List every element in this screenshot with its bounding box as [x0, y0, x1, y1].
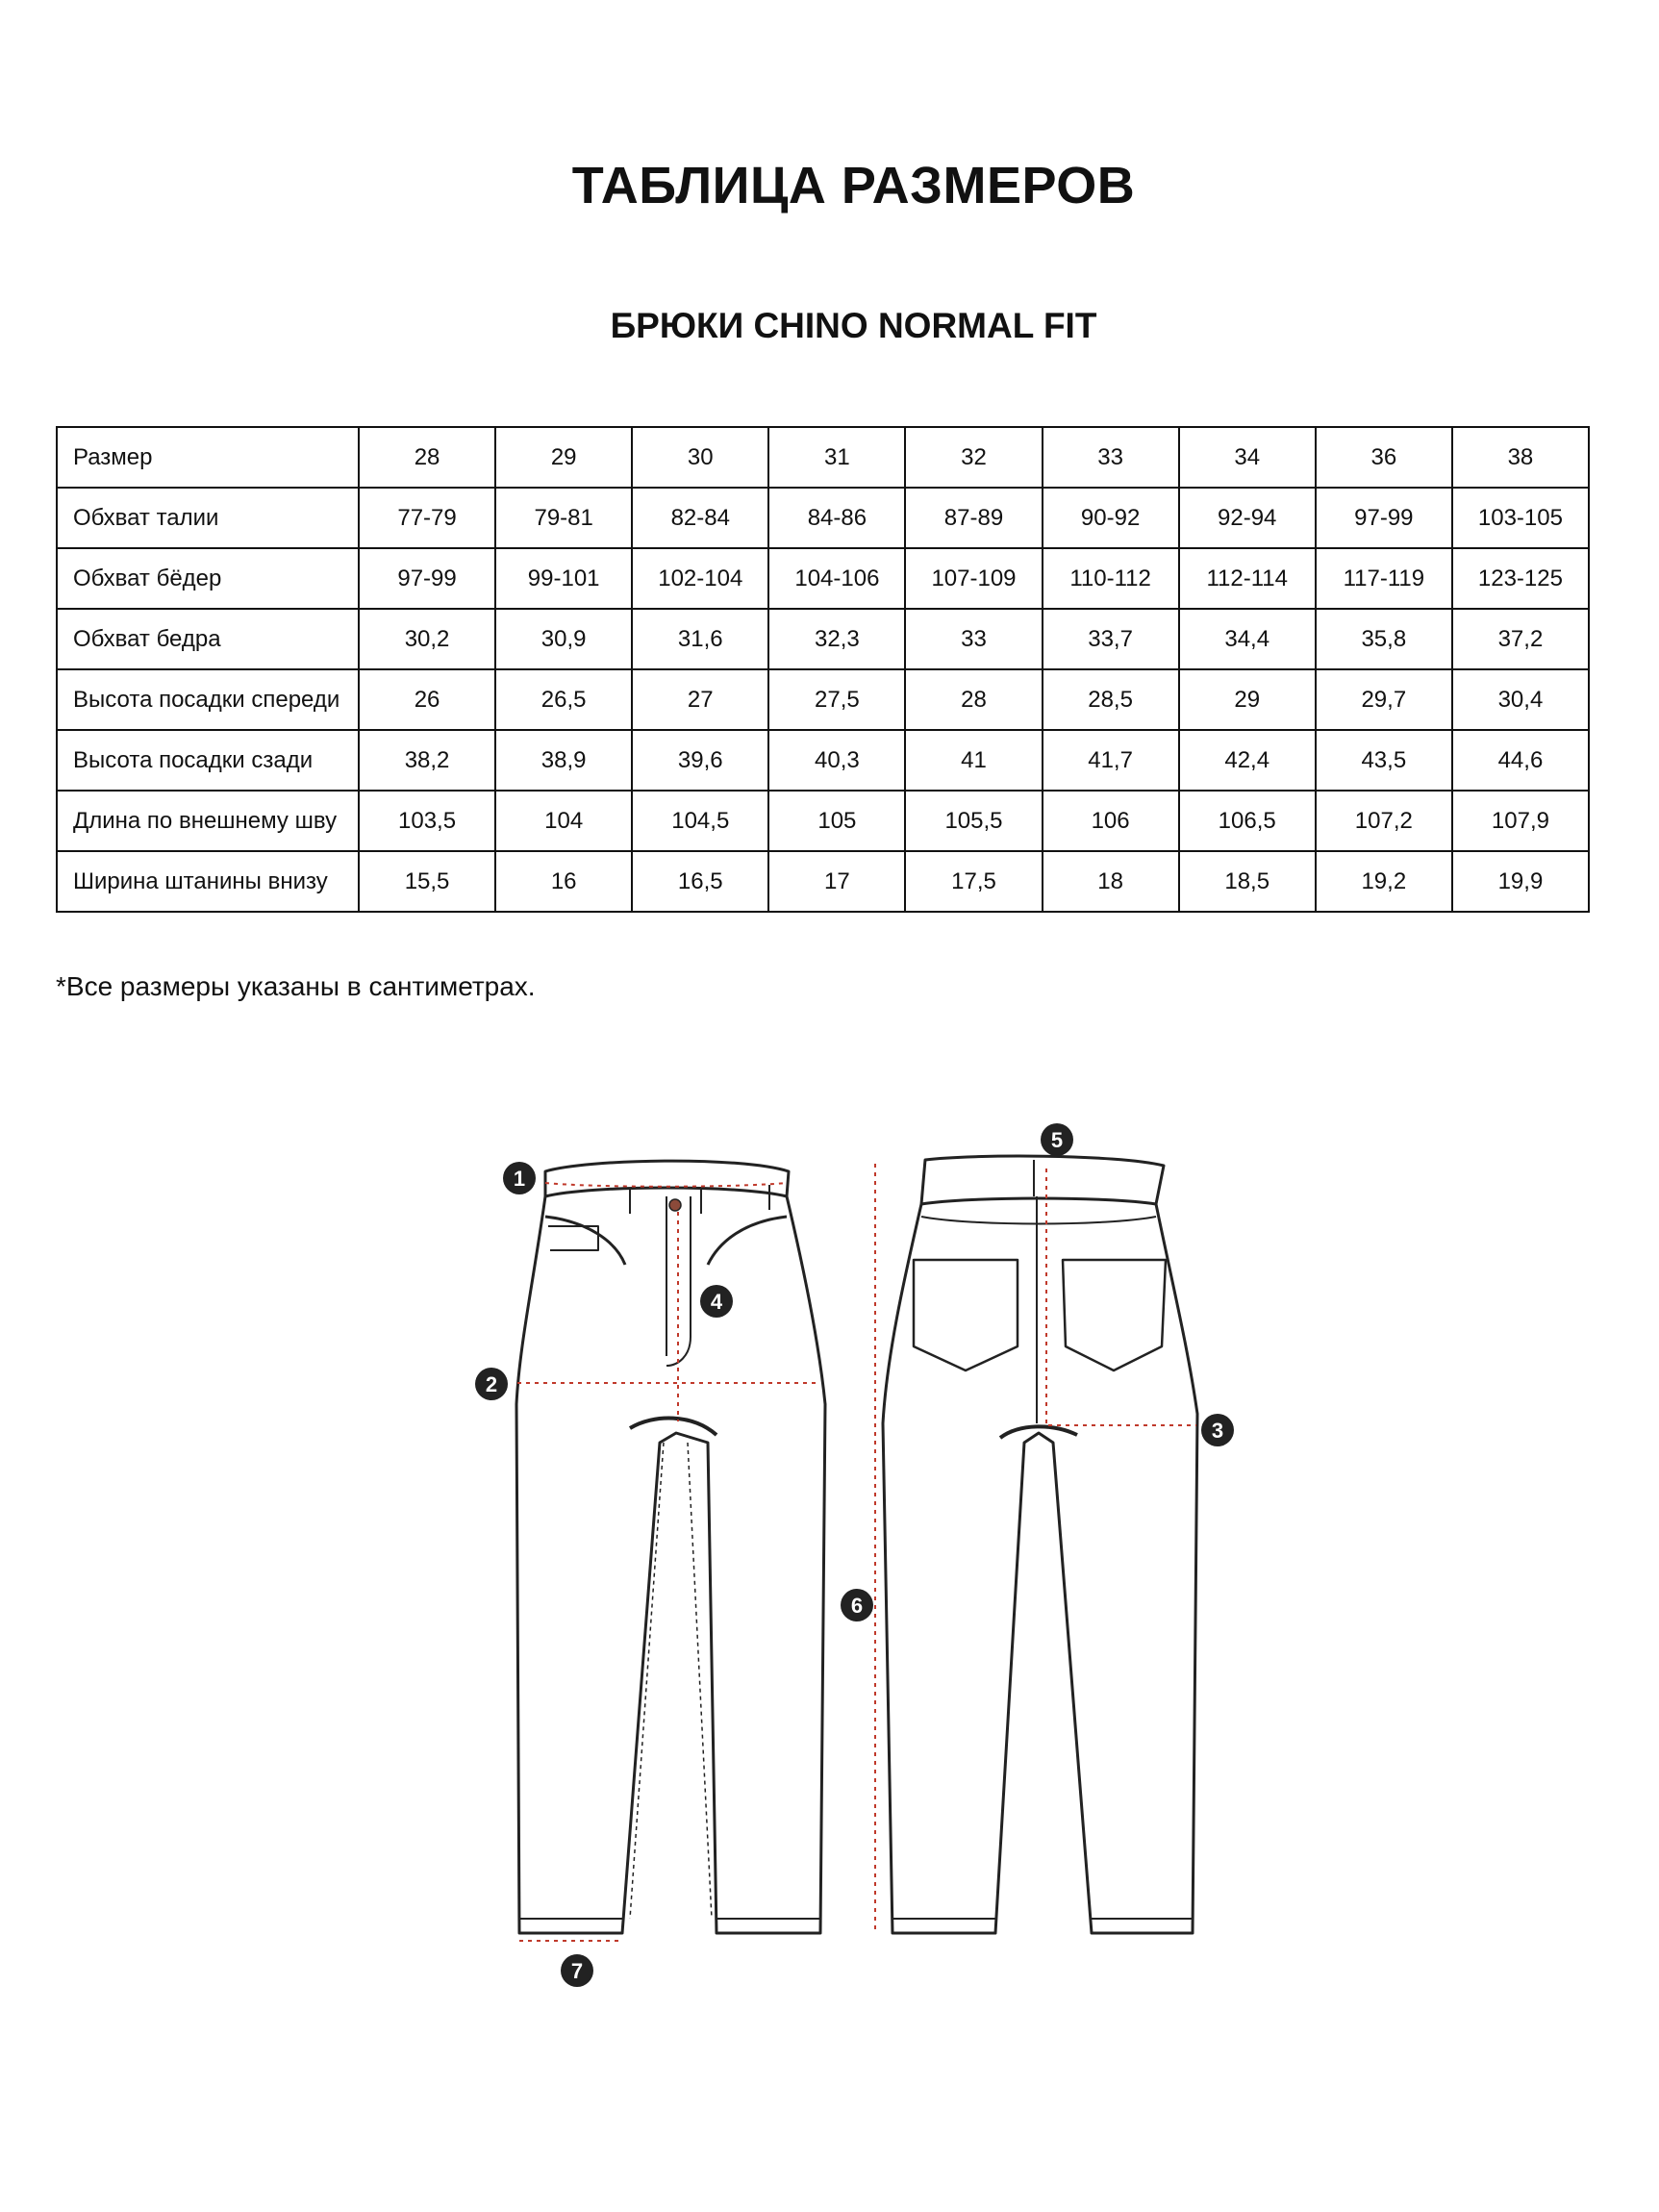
- table-cell: 38,9: [495, 730, 632, 791]
- table-cell: 19,9: [1452, 851, 1589, 912]
- table-cell: 97-99: [1316, 488, 1452, 548]
- marker-3-label: 3: [1211, 1419, 1224, 1443]
- row-label-cell: Ширина штанины внизу: [57, 851, 359, 912]
- table-cell: 82-84: [632, 488, 768, 548]
- table-cell: 103-105: [1452, 488, 1589, 548]
- table-cell: 117-119: [1316, 548, 1452, 609]
- table-cell: 31,6: [632, 609, 768, 669]
- table-cell: 104,5: [632, 791, 768, 851]
- table-cell: 105,5: [905, 791, 1042, 851]
- table-cell: 104-106: [768, 548, 905, 609]
- table-cell: 16,5: [632, 851, 768, 912]
- table-cell: 39,6: [632, 730, 768, 791]
- product-subtitle: БРЮКИ CHINO NORMAL FIT: [610, 306, 1097, 345]
- table-cell: 38,2: [359, 730, 495, 791]
- marker-4-label: 4: [710, 1290, 723, 1314]
- table-cell: 103,5: [359, 791, 495, 851]
- table-cell: 97-99: [359, 548, 495, 609]
- table-cell: 29: [1179, 669, 1316, 730]
- table-cell: 33,7: [1043, 609, 1179, 669]
- table-cell: 28: [905, 669, 1042, 730]
- table-cell: 106,5: [1179, 791, 1316, 851]
- table-cell: 17,5: [905, 851, 1042, 912]
- marker-1: [503, 1162, 536, 1194]
- marker-6-label: 6: [850, 1594, 864, 1618]
- table-cell: 110-112: [1043, 548, 1179, 609]
- table-cell: 35,8: [1316, 609, 1452, 669]
- table-cell: 87-89: [905, 488, 1042, 548]
- table-cell: 42,4: [1179, 730, 1316, 791]
- table-cell: 77-79: [359, 488, 495, 548]
- marker-2-label: 2: [485, 1372, 498, 1396]
- table-cell: 44,6: [1452, 730, 1589, 791]
- table-cell: 32,3: [768, 609, 905, 669]
- header-cell: 33: [1043, 427, 1179, 488]
- table-cell: 99-101: [495, 548, 632, 609]
- row-label-cell: Обхват бедра: [57, 609, 359, 669]
- header-cell: 29: [495, 427, 632, 488]
- table-cell: 26,5: [495, 669, 632, 730]
- table-cell: 92-94: [1179, 488, 1316, 548]
- table-cell: 104: [495, 791, 632, 851]
- table-cell: 16: [495, 851, 632, 912]
- row-label-cell: Высота посадки спереди: [57, 669, 359, 730]
- trousers-front-view: [513, 1161, 825, 1933]
- trousers-back-view: [883, 1156, 1197, 1933]
- marker-4: [700, 1285, 733, 1318]
- table-cell: 107-109: [905, 548, 1042, 609]
- marker-6: [841, 1589, 873, 1621]
- marker-5: [1041, 1123, 1073, 1156]
- row-label-cell: Длина по внешнему шву: [57, 791, 359, 851]
- table-cell: 40,3: [768, 730, 905, 791]
- table-cell: 41: [905, 730, 1042, 791]
- table-cell: 79-81: [495, 488, 632, 548]
- table-cell: 30,9: [495, 609, 632, 669]
- table-cell: 19,2: [1316, 851, 1452, 912]
- header-cell: 32: [905, 427, 1042, 488]
- table-cell: 28,5: [1043, 669, 1179, 730]
- table-cell: 106: [1043, 791, 1179, 851]
- table-cell: 33: [905, 609, 1042, 669]
- header-cell: 36: [1316, 427, 1452, 488]
- table-cell: 90-92: [1043, 488, 1179, 548]
- table-cell: 102-104: [632, 548, 768, 609]
- header-cell: 30: [632, 427, 768, 488]
- page-title: ТАБЛИЦА РАЗМЕРОВ: [571, 157, 1136, 214]
- table-cell: 107,2: [1316, 791, 1452, 851]
- table-cell: 26: [359, 669, 495, 730]
- header-cell: 38: [1452, 427, 1589, 488]
- table-cell: 84-86: [768, 488, 905, 548]
- marker-2: [475, 1368, 508, 1400]
- diagram-markers: [475, 1123, 1234, 1987]
- table-cell: 30,4: [1452, 669, 1589, 730]
- header-cell: 34: [1179, 427, 1316, 488]
- row-label-cell: Обхват талии: [57, 488, 359, 548]
- marker-7: [561, 1954, 593, 1987]
- table-cell: 15,5: [359, 851, 495, 912]
- table-cell: 41,7: [1043, 730, 1179, 791]
- table-cell: 18,5: [1179, 851, 1316, 912]
- table-cell: 27,5: [768, 669, 905, 730]
- row-label-cell: Обхват бёдер: [57, 548, 359, 609]
- table-cell: 107,9: [1452, 791, 1589, 851]
- header-cell: 28: [359, 427, 495, 488]
- marker-1-label: 1: [513, 1167, 526, 1191]
- table-cell: 112-114: [1179, 548, 1316, 609]
- table-cell: 37,2: [1452, 609, 1589, 669]
- table-cell: 43,5: [1316, 730, 1452, 791]
- row-label-cell: Высота посадки сзади: [57, 730, 359, 791]
- table-cell: 105: [768, 791, 905, 851]
- table-cell: 30,2: [359, 609, 495, 669]
- table-cell: 123-125: [1452, 548, 1589, 609]
- table-cell: 18: [1043, 851, 1179, 912]
- table-cell: 29,7: [1316, 669, 1452, 730]
- units-note: *Все размеры указаны в сантиметрах.: [56, 971, 536, 1001]
- measurement-lines: [517, 1164, 1196, 1941]
- table-cell: 17: [768, 851, 905, 912]
- header-cell: 31: [768, 427, 905, 488]
- marker-5-label: 5: [1050, 1128, 1064, 1152]
- table-cell: 34,4: [1179, 609, 1316, 669]
- marker-3: [1201, 1414, 1234, 1446]
- marker-7-label: 7: [570, 1959, 584, 1983]
- table-cell: 27: [632, 669, 768, 730]
- header-cell: Размер: [57, 427, 359, 488]
